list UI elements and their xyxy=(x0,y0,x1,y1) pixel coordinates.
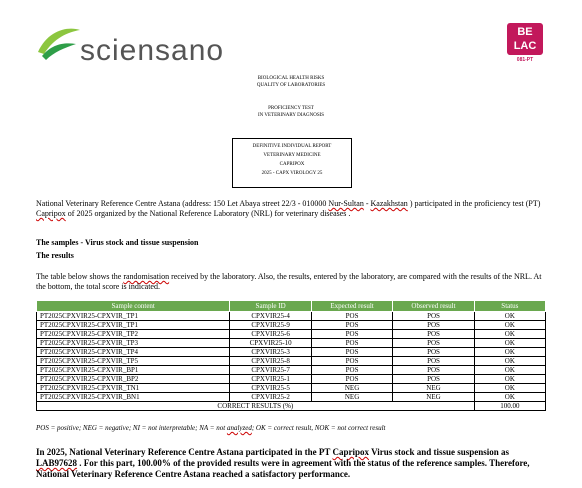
cell-status: OK xyxy=(474,321,545,330)
cell-observed: POS xyxy=(393,330,474,339)
table-row xyxy=(37,348,546,357)
cell-sample-content: PT2025CPXVIR25-CPXVIR_TP1 xyxy=(37,312,230,321)
results-table xyxy=(36,300,546,411)
svg-text:BE: BE xyxy=(517,26,533,38)
header-sample-id: Sample ID xyxy=(230,301,311,312)
cell-status: OK xyxy=(474,375,545,384)
cell-sample-id: CPXVIR25-6 xyxy=(230,330,311,339)
sciensano-leaf-icon xyxy=(34,22,82,68)
summary-paragraph: In 2025, National Veterinary Reference Centre Astana participated in the PT Capripox Virus stock and tissue suspension as LAB97628 . For this part, 100.00% of the provided results were in agreement with the status of the reference samples. Therefore, National Veterinary Reference Centre Astana reached a satisfactory performance. xyxy=(36,447,530,479)
cell-sample-content: PT2025CPXVIR25-CPXVIR_BP1 xyxy=(37,366,230,375)
cell-sample-id: CPXVIR25-4 xyxy=(230,312,311,321)
cell-sample-content: PT2025CPXVIR25-CPXVIR_TP2 xyxy=(37,330,230,339)
box-line: VETERINARY MEDICINE xyxy=(263,153,321,158)
table-row xyxy=(37,384,546,393)
box-line: DEFINITIVE INDIVIDUAL REPORT xyxy=(252,144,332,149)
cell-observed: NEG xyxy=(393,393,474,402)
table-row xyxy=(37,357,546,366)
cell-sample-content: PT2025CPXVIR25-CPXVIR_TP5 xyxy=(37,357,230,366)
cell-sample-content: PT2025CPXVIR25-CPXVIR_TP4 xyxy=(37,348,230,357)
cell-expected: POS xyxy=(311,312,392,321)
cell-status: OK xyxy=(474,339,545,348)
cell-sample-content: PT2025CPXVIR25-CPXVIR_BP2 xyxy=(37,375,230,384)
total-label: CORRECT RESULTS (%) xyxy=(37,402,475,411)
header-observed-result: Observed result xyxy=(393,301,474,312)
sciensano-logo xyxy=(34,22,224,68)
box-line: 2025 - CAPX VIROLOGY 25 xyxy=(261,171,323,176)
section-title: The samples - Virus stock and tissue suspension xyxy=(36,238,199,247)
header-expected-result: Expected result xyxy=(311,301,392,312)
box-line: CAPRIPOX xyxy=(279,162,305,167)
cell-expected: NEG xyxy=(311,384,392,393)
table-row xyxy=(37,312,546,321)
cell-observed: NEG xyxy=(393,384,474,393)
cell-observed: POS xyxy=(393,366,474,375)
cell-expected: POS xyxy=(311,339,392,348)
cell-sample-id: CPXVIR25-7 xyxy=(230,366,311,375)
cell-sample-id: CPXVIR25-5 xyxy=(230,384,311,393)
cell-expected: NEG xyxy=(311,393,392,402)
table-header-row xyxy=(37,301,546,312)
cell-status: OK xyxy=(474,348,545,357)
cell-observed: POS xyxy=(393,312,474,321)
total-value: 100.00 xyxy=(474,402,545,411)
results-title: The results xyxy=(36,251,74,260)
cell-sample-content: PT2025CPXVIR25-CPXVIR_TP3 xyxy=(37,339,230,348)
table-row xyxy=(37,339,546,348)
heading-line: BIOLOGICAL HEALTH RISKS xyxy=(257,76,325,81)
cell-observed: POS xyxy=(393,321,474,330)
cell-observed: POS xyxy=(393,348,474,357)
cell-sample-id: CPXVIR25-1 xyxy=(230,375,311,384)
svg-text:LAC: LAC xyxy=(513,40,537,52)
table-row xyxy=(37,366,546,375)
belac-badge xyxy=(506,22,544,68)
cell-sample-id: CPXVIR25-8 xyxy=(230,357,311,366)
pt-heading xyxy=(0,105,582,119)
table-row xyxy=(37,375,546,384)
table-row xyxy=(37,321,546,330)
logo-text: sciensano xyxy=(80,34,225,67)
cell-sample-id: CPXVIR25-10 xyxy=(230,339,311,348)
cell-observed: POS xyxy=(393,339,474,348)
cell-sample-id: CPXVIR25-3 xyxy=(230,348,311,357)
cell-status: OK xyxy=(474,330,545,339)
cell-observed: POS xyxy=(393,357,474,366)
table-row xyxy=(37,393,546,402)
intro-paragraph: National Veterinary Reference Centre Astana (address: 150 Let Abaya street 22/3 - 010000 Nur-Sultan - Kazakhstan ) participated in the proficiency test (PT) Capripox of 2025 organized by the National Reference Laboratory (NRL) for veterinary diseases . xyxy=(36,199,541,218)
heading-line: PROFICIENCY TEST xyxy=(268,106,314,111)
cell-observed: POS xyxy=(393,375,474,384)
header-sample-content: Sample content xyxy=(37,301,230,312)
department-heading xyxy=(0,75,582,89)
header-status: Status xyxy=(474,301,545,312)
cell-expected: POS xyxy=(311,375,392,384)
cell-status: OK xyxy=(474,393,545,402)
belac-number: 081-PT xyxy=(516,57,534,63)
heading-line: IN VETERINARY DIAGNOSIS xyxy=(257,113,325,118)
cell-sample-content: PT2025CPXVIR25-CPXVIR_BN1 xyxy=(37,393,230,402)
belac-icon xyxy=(506,22,544,56)
cell-expected: POS xyxy=(311,330,392,339)
cell-expected: POS xyxy=(311,357,392,366)
table-row xyxy=(37,330,546,339)
report-title-box xyxy=(232,138,352,188)
total-row xyxy=(37,402,546,411)
cell-sample-id: CPXVIR25-9 xyxy=(230,321,311,330)
cell-status: OK xyxy=(474,312,545,321)
heading-line: QUALITY OF LABORATORIES xyxy=(256,83,326,88)
cell-sample-id: CPXVIR25-2 xyxy=(230,393,311,402)
cell-status: OK xyxy=(474,357,545,366)
table-intro-paragraph: The table below shows the randomisation received by the laboratory. Also, the results, entered by the laboratory, are compared with the results of the NRL. At the bottom, the total score is indicated. xyxy=(36,272,542,291)
cell-sample-content: PT2025CPXVIR25-CPXVIR_TP1 xyxy=(37,321,230,330)
cell-expected: POS xyxy=(311,321,392,330)
cell-expected: POS xyxy=(311,348,392,357)
cell-expected: POS xyxy=(311,366,392,375)
cell-status: OK xyxy=(474,384,545,393)
cell-sample-content: PT2025CPXVIR25-CPXVIR_TN1 xyxy=(37,384,230,393)
cell-status: OK xyxy=(474,366,545,375)
legend-note: POS = positive; NEG = negative; NI = not interpretable; NA = not analyzed; OK = correct result, NOK = not correct result xyxy=(36,424,386,432)
